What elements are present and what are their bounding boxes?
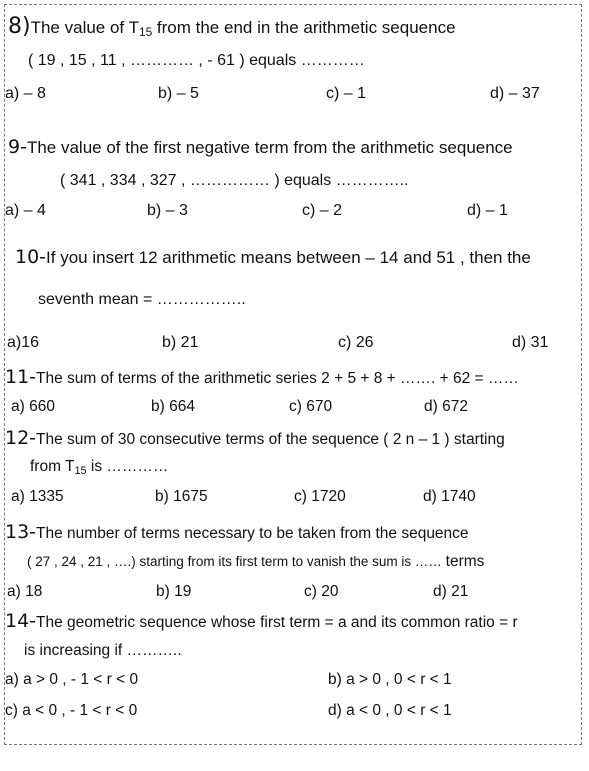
question-13-continuation: ( 27 , 24 , 21 , ….) starting from its first term to vanish the sum is …… terms xyxy=(27,553,485,570)
question-11-stem: 11-The sum of terms of the arithmetic series 2 + 5 + 8 + ……. + 62 = …… xyxy=(5,366,519,388)
question-11-option-d: d) 672 xyxy=(424,398,468,415)
question-13-option-c: c) 20 xyxy=(304,583,339,600)
question-9-option-d: d) – 1 xyxy=(467,202,508,219)
question-13-option-b: b) 19 xyxy=(156,583,192,600)
question-10-continuation: seventh mean = …………….. xyxy=(38,291,246,308)
question-12-number: 12- xyxy=(5,427,37,449)
question-12-option-c: c) 1720 xyxy=(294,488,346,505)
question-9-stem: 9-The value of the first negative term from the arithmetic sequence xyxy=(8,136,513,158)
question-12-option-b: b) 1675 xyxy=(155,488,208,505)
question-8-option-d: d) – 37 xyxy=(490,85,540,102)
question-8-number: 8) xyxy=(8,14,31,39)
question-9-number: 9- xyxy=(8,136,27,158)
question-14-option-d: d) a < 0 , 0 < r < 1 xyxy=(328,702,452,719)
question-10-stem: 10-If you insert 12 arithmetic means between – 14 and 51 , then the xyxy=(15,246,531,268)
question-14-number: 14- xyxy=(5,610,37,632)
question-13-option-d: d) 21 xyxy=(433,583,469,600)
question-11-number: 11- xyxy=(5,366,37,388)
question-14-option-c: c) a < 0 , - 1 < r < 0 xyxy=(5,702,138,719)
question-8-option-b: b) – 5 xyxy=(158,85,199,102)
question-13-stem: 13-The number of terms necessary to be taken from the sequence xyxy=(5,521,469,543)
question-11-option-b: b) 664 xyxy=(151,398,195,415)
question-10-option-d: d) 31 xyxy=(512,334,549,351)
question-9-option-b: b) – 3 xyxy=(147,202,188,219)
question-8-option-a: a) – 8 xyxy=(5,85,46,102)
question-12-continuation: from $T_{15}$ is ………… xyxy=(30,458,169,477)
question-8-sequence: ( 19 , 15 , 11 , ………… , - 61 ) equals ………… xyxy=(28,52,365,69)
question-13-option-a: a) 18 xyxy=(7,583,43,600)
question-10-option-c: c) 26 xyxy=(338,334,374,351)
question-12-option-d: d) 1740 xyxy=(423,488,476,505)
question-11-option-a: a) 660 xyxy=(11,398,55,415)
question-11-option-c: c) 670 xyxy=(289,398,333,415)
question-8-stem: 8)The value of $T_{15}$ from the end in the arithmetic sequence xyxy=(8,14,456,39)
question-9-option-c: c) – 2 xyxy=(302,202,343,219)
question-14-stem: 14-The geometric sequence whose first term = a and its common ratio = r xyxy=(5,610,518,632)
question-10-option-b: b) 21 xyxy=(162,334,199,351)
question-12-option-a: a) 1335 xyxy=(11,488,64,505)
question-10-number: 10- xyxy=(15,246,47,268)
question-13-number: 13- xyxy=(5,521,37,543)
question-14-option-a: a) a > 0 , - 1 < r < 0 xyxy=(5,671,139,688)
question-9-option-a: a) – 4 xyxy=(5,202,46,219)
question-12-stem: 12-The sum of 30 consecutive terms of the sequence ( 2 n – 1 ) starting xyxy=(5,427,505,449)
question-14-continuation: is increasing if ……….. xyxy=(24,642,182,659)
question-9-sequence: ( 341 , 334 , 327 , …………… ) equals ………….. xyxy=(60,172,409,189)
question-14-option-b: b) a > 0 , 0 < r < 1 xyxy=(328,671,452,688)
question-8-option-c: c) – 1 xyxy=(326,85,367,102)
question-10-option-a: a)16 xyxy=(7,334,40,351)
